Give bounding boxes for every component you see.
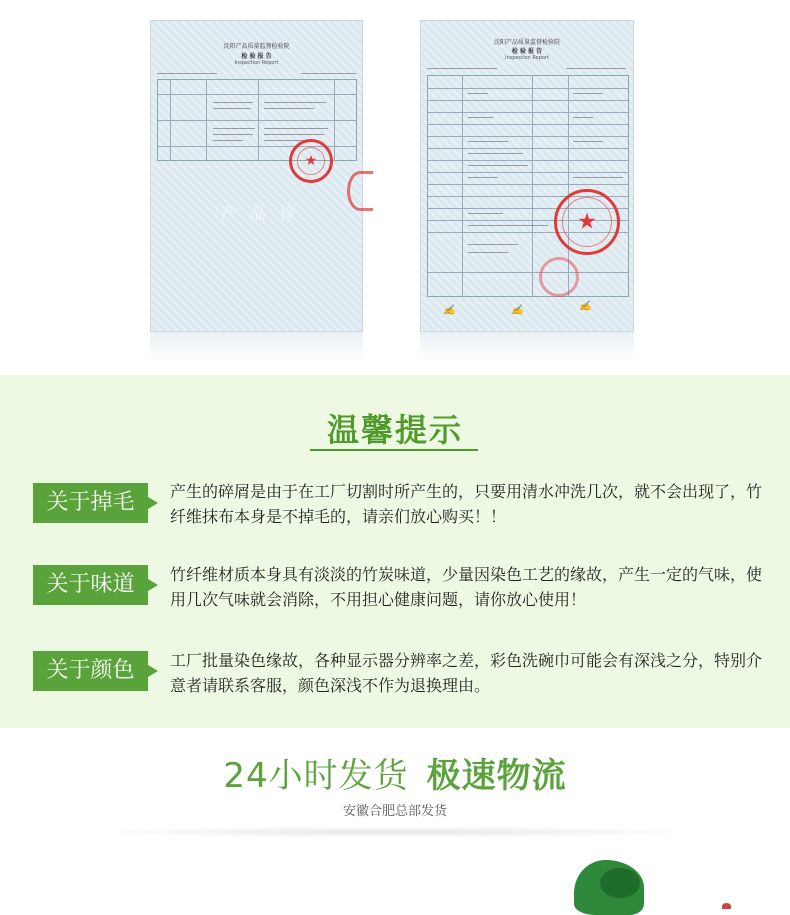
shipping-section	[0, 728, 790, 909]
tag-color: 关于颜色	[33, 651, 148, 691]
tip-text-odor: 竹纤维材质本身具有淡淡的竹炭味道，少量因染色工艺的缘故，产生一定的气味，使用几次气味就会消除，不用担心健康问题，请你放心使用！	[170, 565, 763, 609]
title-underline	[310, 449, 478, 451]
report-table	[427, 75, 629, 297]
tag-odor: 关于味道	[33, 565, 148, 605]
signature-2: ✍	[511, 305, 524, 316]
map-marker-icon	[722, 903, 731, 909]
report-header: 沈阳产品质量监督检验院	[223, 43, 290, 50]
warm-tips-section	[0, 375, 790, 728]
signature-3: ✍	[579, 301, 592, 312]
tag-shedding: 关于掉毛	[33, 483, 148, 523]
shipping-origin: 安徽合肥总部发货	[342, 804, 447, 819]
inspection-report-image-1: 沈阳产品质量监督检验院 检 验 报 告 Inspection Report ★ 产 品 检	[150, 20, 363, 332]
report-subtitle: Inspection Report	[505, 55, 549, 61]
official-seal: ★	[554, 189, 620, 255]
tip-text-shedding: 产生的碎屑是由于在工厂切割时所产生的，只要用清水冲洗几次，就不会出现了，竹纤维抹布本身是不掉毛的，请亲们放心购买！！	[170, 482, 763, 526]
shipping-fast-logistics: 极速物流	[426, 756, 567, 796]
official-seal: ★	[289, 139, 333, 183]
inspection-report-image-2	[420, 20, 634, 332]
report-title: 检 验 报 告	[511, 48, 543, 55]
decorative-shadow	[80, 826, 710, 838]
shipping-headline	[0, 748, 790, 797]
certificate-section	[0, 0, 790, 375]
report-subtitle: Inspection Report	[234, 60, 279, 66]
shipping-24h: 24小时发货	[223, 756, 409, 796]
tip-text-color: 工厂批量染色缘故，各种显示器分辨率之差，彩色洗碗巾可能会有深浅之分，特别介意者请联系客服，颜色深浅不作为退换理由。	[170, 651, 763, 695]
report-title: 检 验 报 告	[241, 53, 272, 60]
tips-title: 温馨提示	[326, 411, 463, 449]
map-illustration-shade	[600, 868, 640, 898]
signature-1: ✍	[443, 305, 456, 316]
report-header: 沈阳产品质量监督检验院	[493, 39, 560, 46]
